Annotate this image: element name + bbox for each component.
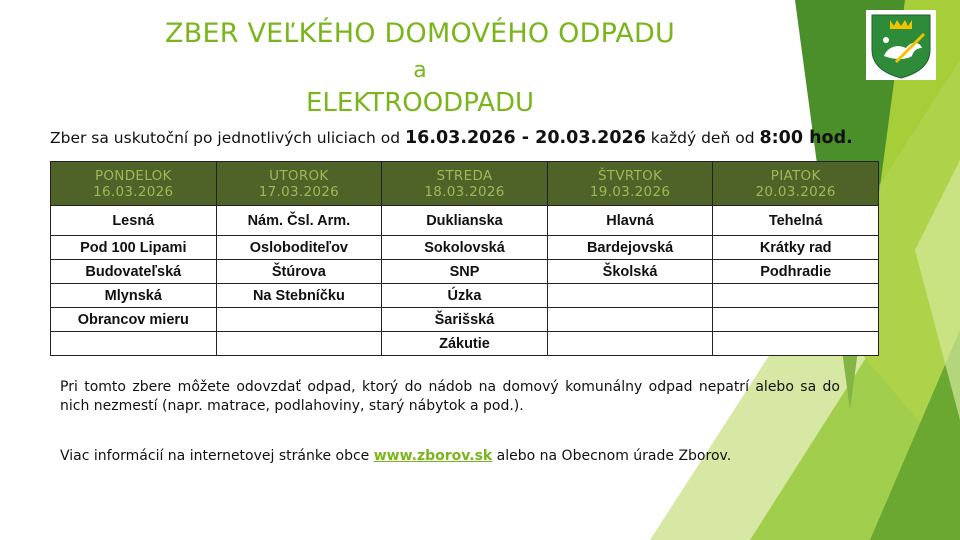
day-date: 18.03.2026 xyxy=(424,183,505,200)
intro-text-before: Zber sa uskutoční po jednotlivých uliciach od xyxy=(50,129,405,147)
day-name: PONDELOK xyxy=(94,167,172,184)
notice-paragraph: Pri tomto zbere môžete odovzdať odpad, ktorý do nádob na domový komunálny odpad nepatrí alebo sa do nich nezmestí (napr. matrace, podlahoviny, starý nábytok a pod.). xyxy=(60,379,840,414)
street-cell: Tehelná xyxy=(713,206,879,236)
coat-of-arms-icon xyxy=(866,10,936,80)
table-row xyxy=(51,332,879,356)
street-cell: Mlynská xyxy=(51,284,217,308)
schedule-table xyxy=(50,161,879,356)
day-name: ŠTVRTOK xyxy=(597,167,663,184)
street-cell: Budovateľská xyxy=(51,260,217,284)
header-day-monday xyxy=(51,162,217,206)
street-cell xyxy=(547,284,713,308)
street-cell xyxy=(713,308,879,332)
street-cell: Nám. Čsl. Arm. xyxy=(216,206,382,236)
street-cell: SNP xyxy=(382,260,548,284)
title-line-3: ELEKTROODPADU xyxy=(305,88,535,118)
day-date: 16.03.2026 xyxy=(93,183,174,200)
title-line-2: a xyxy=(413,58,427,83)
schedule-header-row xyxy=(51,162,879,206)
street-cell: Podhradie xyxy=(713,260,879,284)
website-link[interactable]: www.zborov.sk xyxy=(373,448,493,464)
street-cell: Na Stebníčku xyxy=(216,284,382,308)
table-row xyxy=(51,206,879,236)
street-cell: Bardejovská xyxy=(547,236,713,260)
intro-time: 8:00 hod. xyxy=(759,128,853,148)
street-cell: Školská xyxy=(547,260,713,284)
table-row xyxy=(51,236,879,260)
street-cell: Zákutie xyxy=(382,332,548,356)
info-text-after: alebo na Obecnom úrade Zborov. xyxy=(492,448,732,464)
header-day-wednesday xyxy=(382,162,548,206)
header-day-thursday xyxy=(547,162,713,206)
table-row xyxy=(51,308,879,332)
street-cell xyxy=(51,332,217,356)
day-date: 17.03.2026 xyxy=(258,183,340,200)
street-cell: Štúrova xyxy=(216,260,382,284)
street-cell: Obrancov mieru xyxy=(51,308,217,332)
street-cell: Sokolovská xyxy=(382,236,548,260)
street-cell xyxy=(547,308,713,332)
street-cell xyxy=(713,284,879,308)
table-row xyxy=(51,260,879,284)
street-cell: Úzka xyxy=(382,284,548,308)
street-cell: Osloboditeľov xyxy=(216,236,382,260)
intro-date-range: 16.03.2026 - 20.03.2026 xyxy=(405,128,646,148)
header-day-friday xyxy=(713,162,879,206)
intro-sentence xyxy=(50,128,853,148)
street-cell: Šarišská xyxy=(382,308,548,332)
day-name: UTOROK xyxy=(269,167,329,184)
street-cell: Krátky rad xyxy=(713,236,879,260)
street-cell xyxy=(216,308,382,332)
day-date: 19.03.2026 xyxy=(589,183,671,200)
info-text-before: Viac informácií na internetovej stránke obce xyxy=(60,448,374,464)
street-cell: Duklianska xyxy=(382,206,548,236)
intro-text-middle: každý deň od xyxy=(645,129,760,147)
day-name: STREDA xyxy=(436,167,493,184)
street-cell xyxy=(216,332,382,356)
table-row xyxy=(51,284,879,308)
day-date: 20.03.2026 xyxy=(755,183,836,200)
street-cell xyxy=(713,332,879,356)
title-line-1: ZBER VEĽKÉHO DOMOVÉHO ODPADU xyxy=(165,18,675,49)
day-name: PIATOK xyxy=(770,167,821,184)
street-cell: Pod 100 Lipami xyxy=(51,236,217,260)
street-cell: Lesná xyxy=(51,206,217,236)
street-cell: Hlavná xyxy=(547,206,713,236)
header-day-tuesday xyxy=(216,162,382,206)
street-cell xyxy=(547,332,713,356)
info-sentence xyxy=(60,448,731,464)
